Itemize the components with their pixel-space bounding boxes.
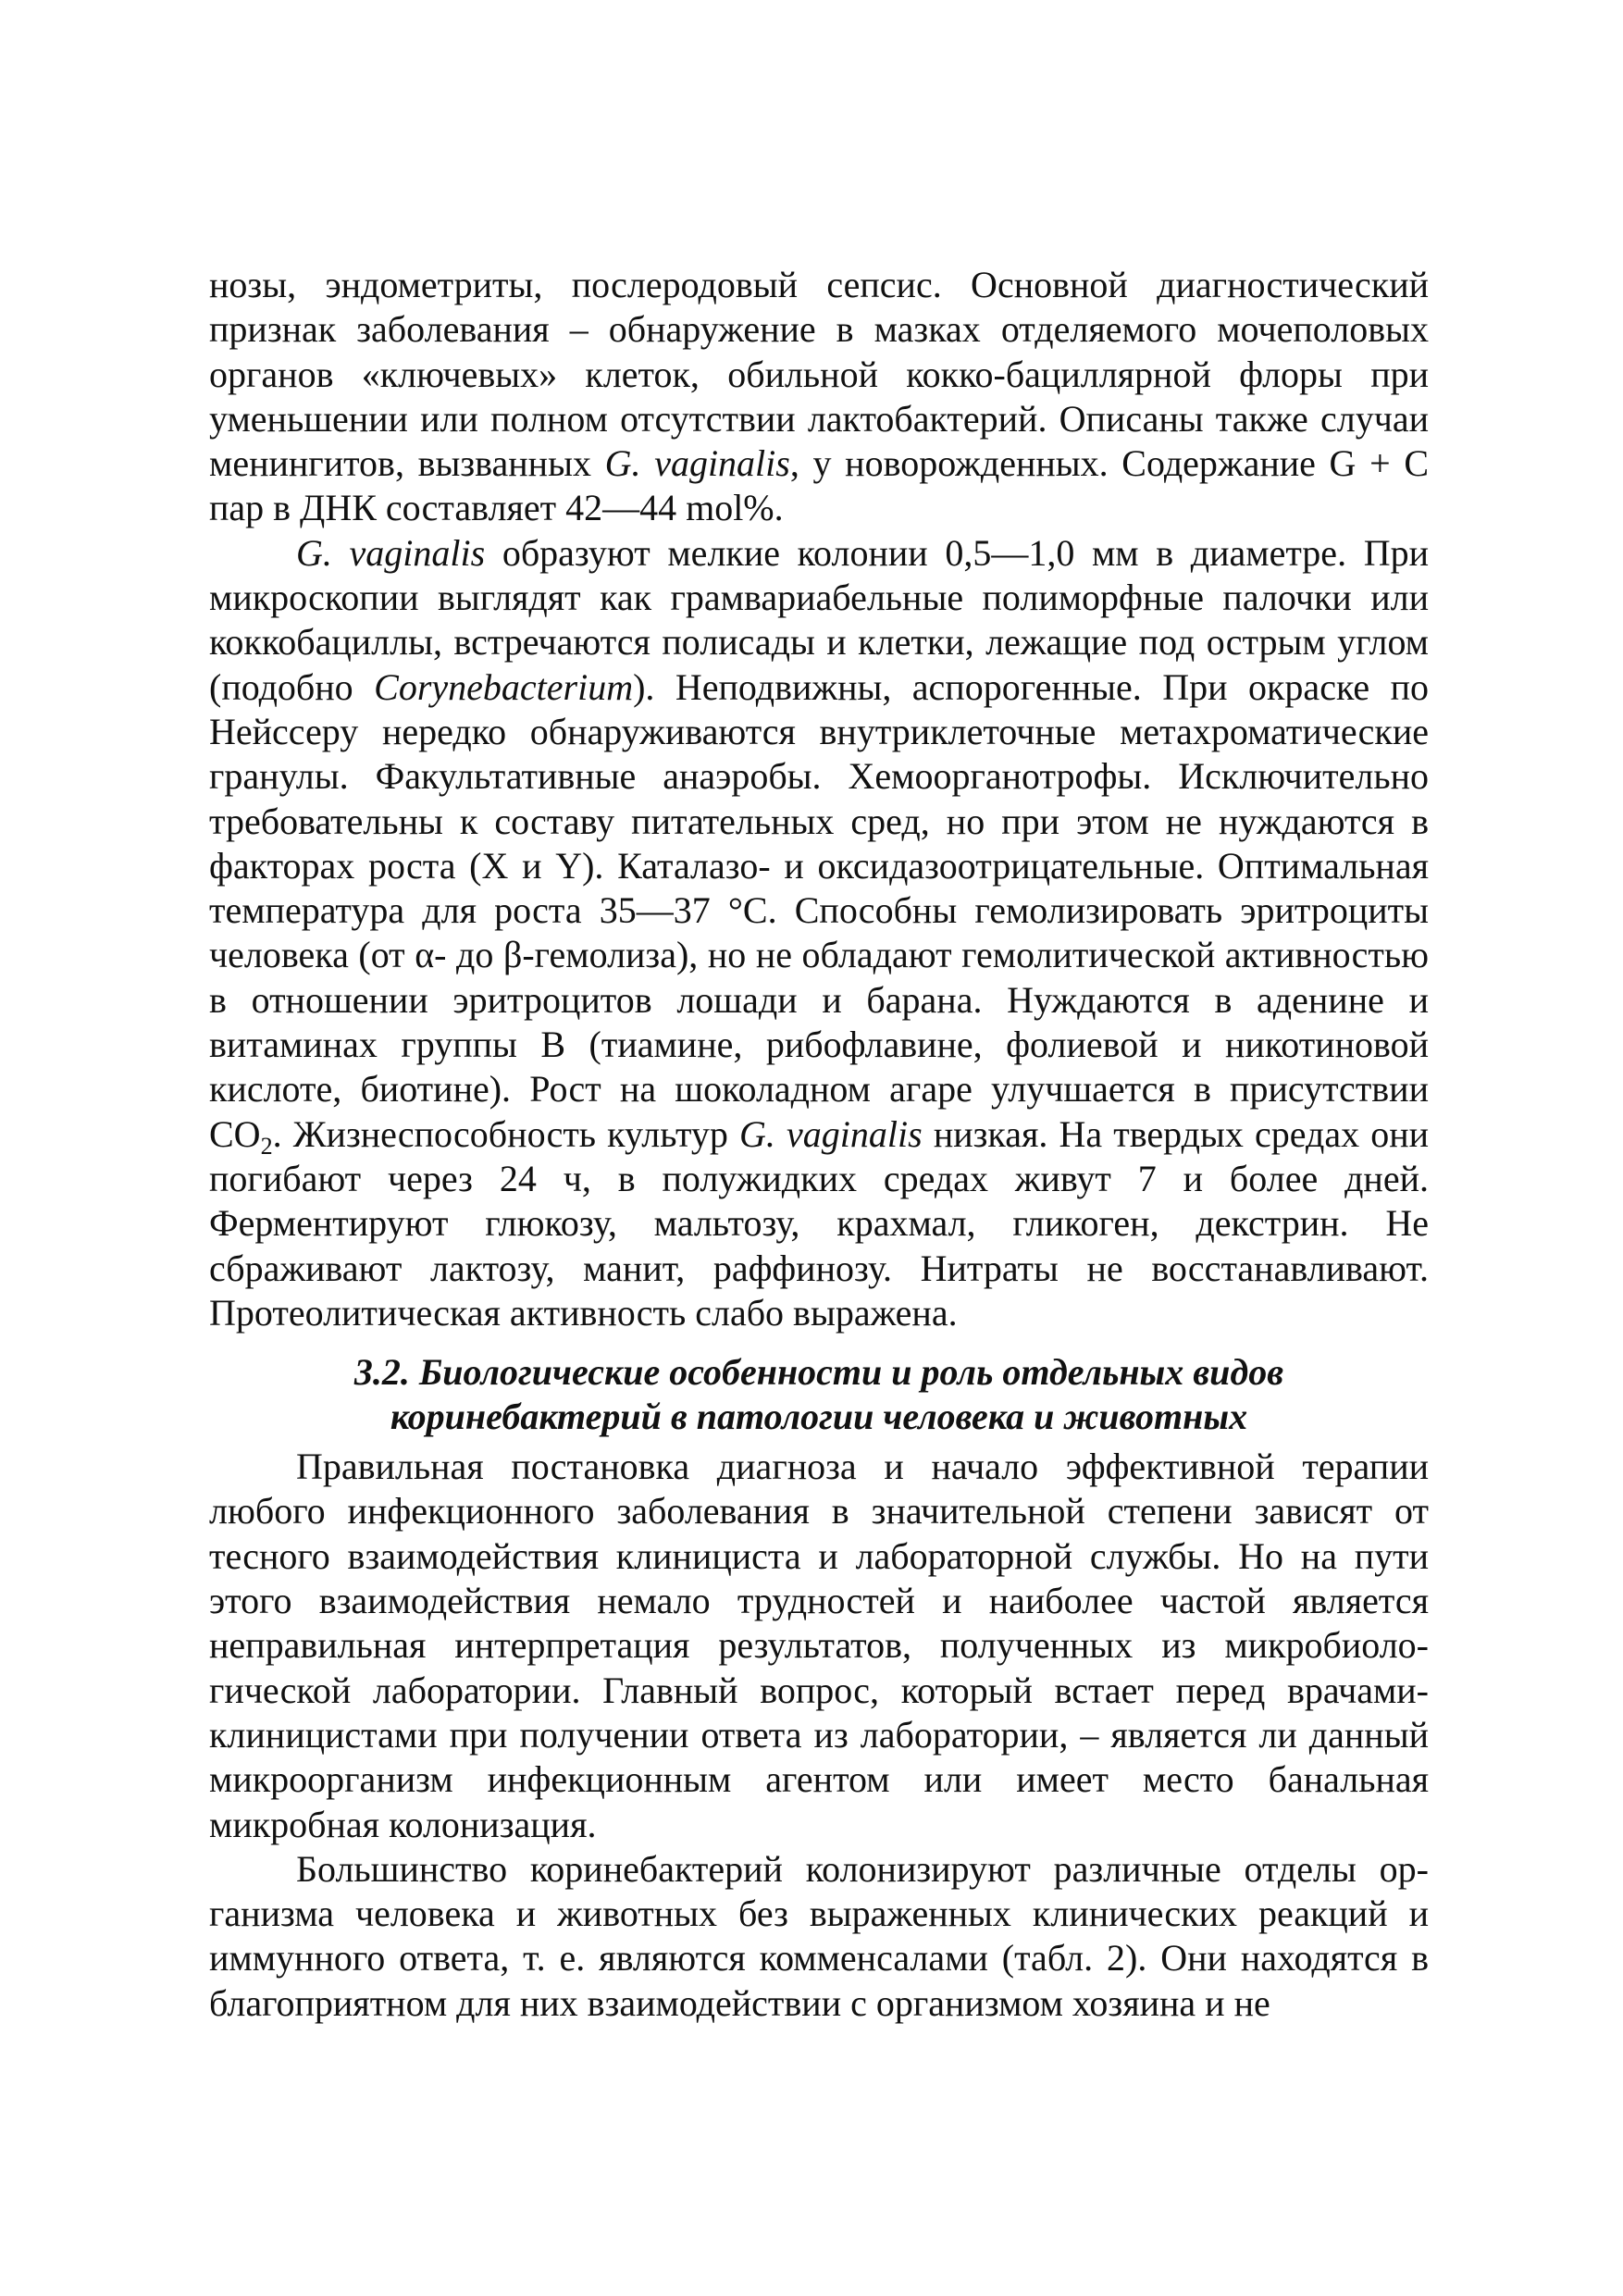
section-heading-line-2: коринебактерий в патологии человека и животных [390,1396,1248,1438]
paragraph-1-text-a: нозы, эндометриты, послеродовый сепсис. Основной диагностический признак заболевания – обнаружение в мазках отделяемого мочеполовых органов «ключевых» клеток, обильной кокко-бациллярной флоры при уменьшении или полном отсутствии лактобактерий. Описаны также случаи менингитов, вызванных [209,264,1429,485]
paragraph-3: Правильная постановка диагноза и начало эффективной терапии любого инфекционного заболевания в значительной степени зависят от тесного взаимодействия клинициста и лабораторной службы. Но на пути этого взаимодействия немало трудностей и наиболее частой является неправильная интерпретация результатов, полученных из микробиологической лаборатории. Главный вопрос, который встает перед врачами-клиницистами при получении ответа из лаборатории, – является ли данный микроорганизм инфекционным агентом или имеет место банальная микробная колонизация. [209,1446,1429,1845]
paragraph-1-text-b: , у новорожденных. Содержание G + C пар в ДНК составляет 42—44 mol%. [209,442,1430,529]
paragraph-2 [209,531,1429,1335]
paragraph-2-text-c: . Жизнеспособность культур [272,1112,740,1155]
paragraph-4: Большинство коринебактерий колонизируют различные отделы организма человека и животных без выраженных клинических реакций и иммунного ответа, т. е. являются комменсалами (табл. 2). Они находятся в благоприятном для них взаимодействии с организмом хозяина и не [209,1847,1429,2024]
paragraph-1-species-name: G. vaginalis [604,442,790,485]
paragraph-2-text-b: ). Неподвижны, аспорогенные. При окраске по Нейссеру нередко обнаруживаются внутриклеточные метахроматические гранулы. Факультативные анаэробы. Хемоорганотрофы. Исключительно требовательны к составу питательных сред, но при этом не нуждаются в факторах роста (X и Y). Каталазо- и оксидазоотрицательные. Оптимальная температура для роста 35—37 °С. Способны гемолизировать эритроциты человека (от α- до β-гемолиза), но не обладают гемолитической активностью в отношении эритроцитов лошади и барана. Нуждаются в аденине и витаминах группы B (тиамине, рибофлавине, фолиевой и никотиновой кислоте, биотине). Рост на шоколадном агаре улучшается в присутствии CO [209,665,1429,1155]
section-heading-line-1: 3.2. Биологические особенности и роль отдельных видов [353,1351,1284,1394]
paragraph-2-subscript: 2 [260,1132,273,1160]
paragraph-2-species-name-2: G. vaginalis [739,1112,923,1155]
paragraph-2-species-name-1: G. vaginalis [296,531,486,574]
document-page [209,263,1429,2026]
paragraph-2-text-a: образуют мелкие колонии 0,5—1,0 мм в диаметре. При микроскопии выглядят как грамвариабельные полиморфные палочки или коккобациллы, встречаются полисады и клетки, лежащие под острым углом (подобно [209,531,1429,708]
paragraph-2-genus-name: Corynebacterium [374,665,634,708]
paragraph-2-text-d: низкая. На твердых средах они погибают через 24 ч, в полужидких средах живут 7 и более дней. Ферментируют глюкозу, мальтозу, крахмал, гликоген, декстрин. Не сбраживают лактозу, манит, раффинозу. Нитраты не восстанавливают. Протеолитическая активность слабо выражена. [209,1112,1430,1334]
section-heading [209,1350,1429,1439]
paragraph-1 [209,263,1429,531]
